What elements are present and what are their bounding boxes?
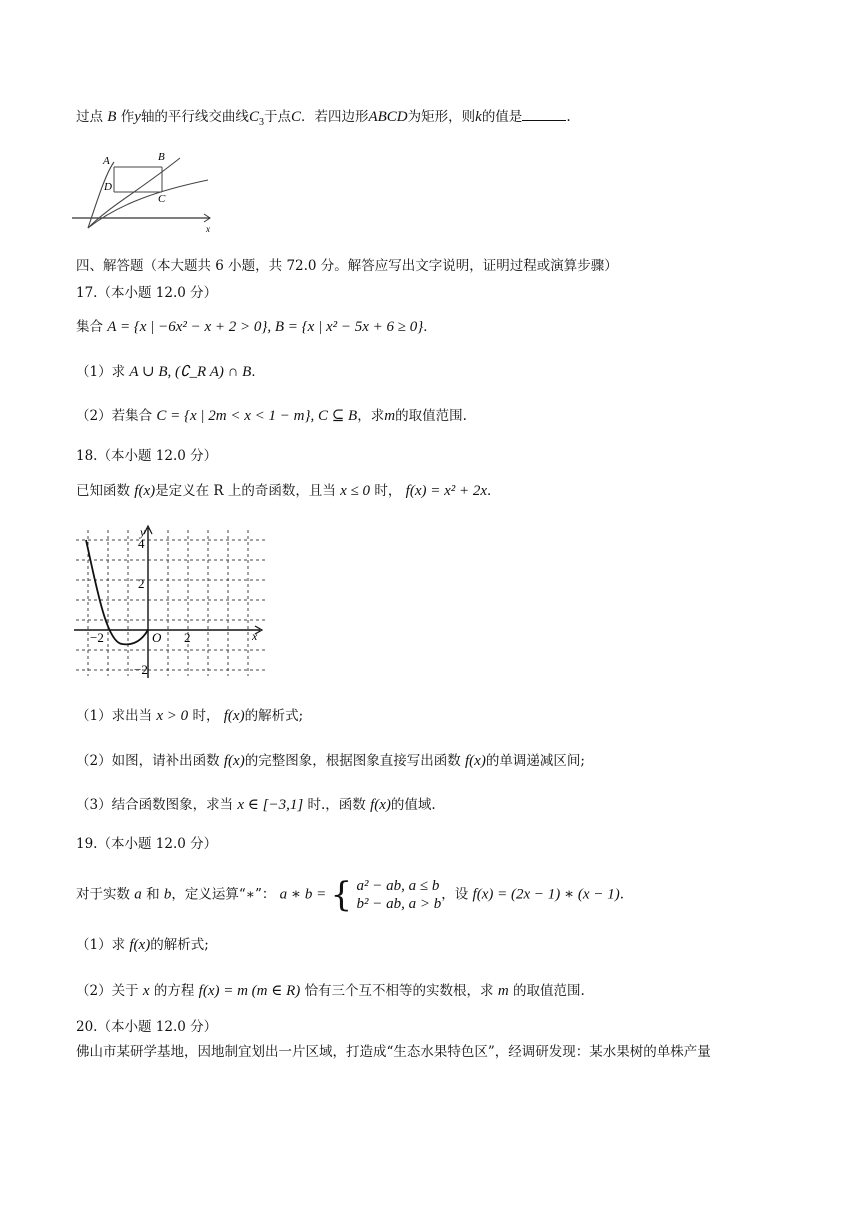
label-b: B <box>158 151 165 163</box>
q20-stem: 佛山市某研学基地，因地制宜划出一片区域，打造成“生态水果特色区”，经调研发现：某水果树的单株产量 <box>76 1044 711 1060</box>
label-x: x <box>206 224 210 234</box>
q17-stem: 集合 A = {x | −6x² − x + 2 > 0}, B = {x | x² − 5x + 6 ≥ 0}． <box>76 319 437 335</box>
point-b: B <box>107 109 117 125</box>
curve-c3: $C_3$ <box>248 109 264 128</box>
q18-part2: （2）如图，请补出函数 f(x)的完整图象，根据图象直接写出函数 f(x)的单调递减区间; <box>76 753 585 769</box>
function-graph <box>72 524 270 680</box>
q17-part1: （1）求 A ∪ B, (∁_R A) ∩ B． <box>76 364 265 380</box>
q17-number: 17.（本小题 12.0 分） <box>76 285 218 301</box>
section-4-heading: 四、解答题（本大题共 6 小题，共 72.0 分。解答应写出文字说明，证明过程或演算步骤） <box>76 258 618 274</box>
q16-tail-line: 过点 B 作y轴的平行线交曲线$C_3$于点C．若四边形ABCD为矩形，则k的值是 . <box>76 106 571 133</box>
q17-part2: （2）若集合 C = {x | 2m < x < 1 − m}, C ⊆ B，求m的取值范围. <box>76 408 467 424</box>
q18-part1: （1）求出当 x > 0 时， f(x)的解析式; <box>76 708 304 724</box>
tick-y-2: 2 <box>138 576 145 591</box>
q18-stem: 已知函数 f(x)是定义在 R 上的奇函数，且当 x ≤ 0 时， f(x) = x² + 2x． <box>76 483 501 499</box>
piecewise-cases: a² − ab, a ≤ b b² − ab, a > b <box>356 878 442 912</box>
label-a: A <box>103 155 110 167</box>
graph-y-label: y <box>140 525 146 539</box>
figure-rectangle-abcd <box>70 148 220 236</box>
q18-number: 18.（本小题 12.0 分） <box>76 448 218 464</box>
brace: { <box>330 875 353 915</box>
tick-y-neg2: −2 <box>134 662 148 677</box>
tick-x-2: 2 <box>184 630 191 645</box>
graph-x-label: x <box>252 629 258 643</box>
q20-number: 20.（本小题 12.0 分） <box>76 1019 218 1035</box>
q19-number: 19.（本小题 12.0 分） <box>76 836 218 852</box>
tick-y-4: 4 <box>138 536 145 551</box>
q19-part1: （1）求 f(x)的解析式; <box>76 937 209 953</box>
q19-stem: 对于实数 a 和 b，定义运算“∗”： a ∗ b = { a² − ab, a ≤ b b² − ab, a > b ，设 f(x) = (2x − 1) ∗ (x − 1). <box>76 875 625 915</box>
q18-part3: （3）结合函数图象，求当 x ∈ [−3,1] 时.，函数 f(x)的值域. <box>76 797 436 813</box>
label-d: D <box>104 181 112 193</box>
tick-x-neg2: −2 <box>90 630 104 645</box>
answer-blank <box>522 106 566 121</box>
graph-origin: O <box>152 630 162 645</box>
label-c: C <box>158 193 166 205</box>
q19-part2: （2）关于 x 的方程 f(x) = m (m ∈ R) 恰有三个互不相等的实数根，求 m 的取值范围. <box>76 983 585 999</box>
